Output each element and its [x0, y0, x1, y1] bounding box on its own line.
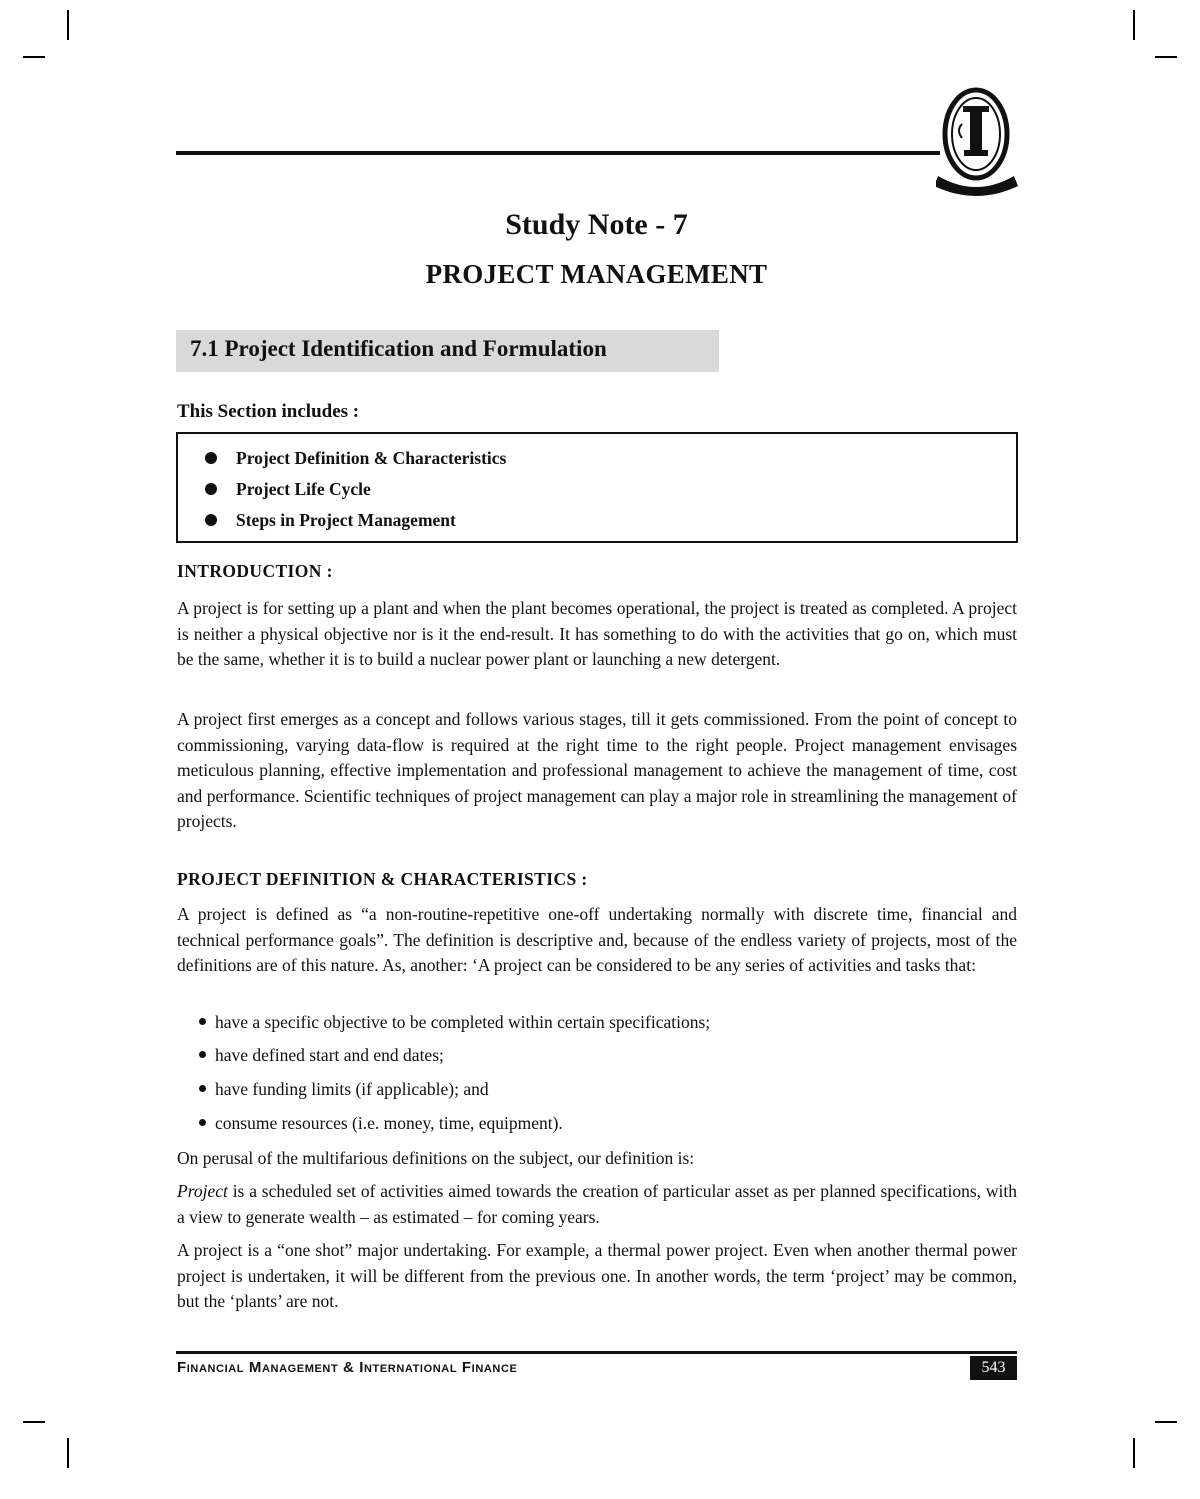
bullet-icon	[205, 452, 217, 464]
institute-crest-icon	[936, 84, 1020, 198]
crop-mark-top-right	[1133, 10, 1135, 40]
list-item: have a specific objective to be completed within certain specifications;	[199, 1012, 710, 1033]
crop-mark-top-right-h	[1155, 56, 1177, 58]
introduction-paragraph: A project first emerges as a concept and follows various stages, till it gets commissioned. From the point of concept to commissioning, varying data-flow is required at the right time to the right people. Project management envisages meticulous planning, effective implementation and professional management to achieve the management of time, cost and performance. Scientific techniques of project management can play a major role in streamlining the management of projects.	[177, 709, 1017, 832]
list-item: have defined start and end dates;	[199, 1045, 444, 1066]
page-title: Study Note - 7	[505, 208, 688, 241]
one-shot-paragraph: A project is a “one shot” major undertaking. For example, a thermal power project. Even when another thermal power project is undertaken, it will be different from the previous one. In another words, the term ‘project’ may be common, but the ‘plants’ are not.	[177, 1240, 1017, 1312]
bullet-icon	[199, 1119, 206, 1126]
project-term: Project	[177, 1181, 228, 1201]
footer-title: Financial Management & International Finance	[177, 1359, 518, 1376]
includes-item: Steps in Project Management	[205, 510, 456, 531]
crop-mark-top-left-h	[23, 56, 45, 58]
crop-mark-bottom-left-h	[23, 1421, 45, 1423]
list-item: consume resources (i.e. money, time, equipment).	[199, 1113, 563, 1134]
header-rule	[176, 151, 940, 155]
includes-item: Project Life Cycle	[205, 479, 371, 500]
bullet-icon	[205, 514, 217, 526]
crop-mark-bottom-right	[1133, 1438, 1135, 1468]
footer-rule	[176, 1351, 1017, 1354]
introduction-paragraph: A project is for setting up a plant and when the plant becomes operational, the project is treated as completed. A project is neither a physical objective nor is it the end-result. It has something to do with the activities that go on, which must be the same, whether it is to build a nuclear power plant or launching a new detergent.	[177, 598, 1017, 670]
definition-paragraph: A project is defined as “a non-routine-repetitive one-off undertaking normally with discrete time, financial and technical performance goals”. The definition is descriptive and, because of the endless variety of projects, most of the definitions are of this nature. As, another: ‘A project can be considered to be any series of activities and tasks that:	[177, 904, 1017, 976]
crop-mark-bottom-left	[67, 1438, 69, 1468]
page-number: 543	[970, 1356, 1017, 1380]
perusal-paragraph: On perusal of the multifarious definitions on the subject, our definition is:	[177, 1148, 695, 1168]
definition-heading: PROJECT DEFINITION & CHARACTERISTICS :	[177, 869, 588, 889]
chapter-subtitle: PROJECT MANAGEMENT	[425, 259, 768, 289]
bullet-icon	[199, 1085, 206, 1092]
bullet-icon	[199, 1051, 206, 1058]
includes-box	[176, 432, 1018, 543]
section-heading: 7.1 Project Identification and Formulation	[190, 336, 607, 361]
introduction-heading: INTRODUCTION :	[177, 561, 333, 581]
project-definition-paragraph: Project is a scheduled set of activities aimed towards the creation of particular asset as per planned specifications, with a view to generate wealth – as estimated – for coming years.	[177, 1181, 1017, 1227]
crop-mark-bottom-right-h	[1155, 1421, 1177, 1423]
bullet-icon	[199, 1018, 206, 1025]
includes-label: This Section includes :	[177, 401, 360, 422]
includes-item: Project Definition & Characteristics	[205, 448, 506, 469]
list-item: have funding limits (if applicable); and	[199, 1079, 489, 1100]
bullet-icon	[205, 483, 217, 495]
crop-mark-top-left	[67, 10, 69, 40]
section-banner	[176, 330, 719, 372]
